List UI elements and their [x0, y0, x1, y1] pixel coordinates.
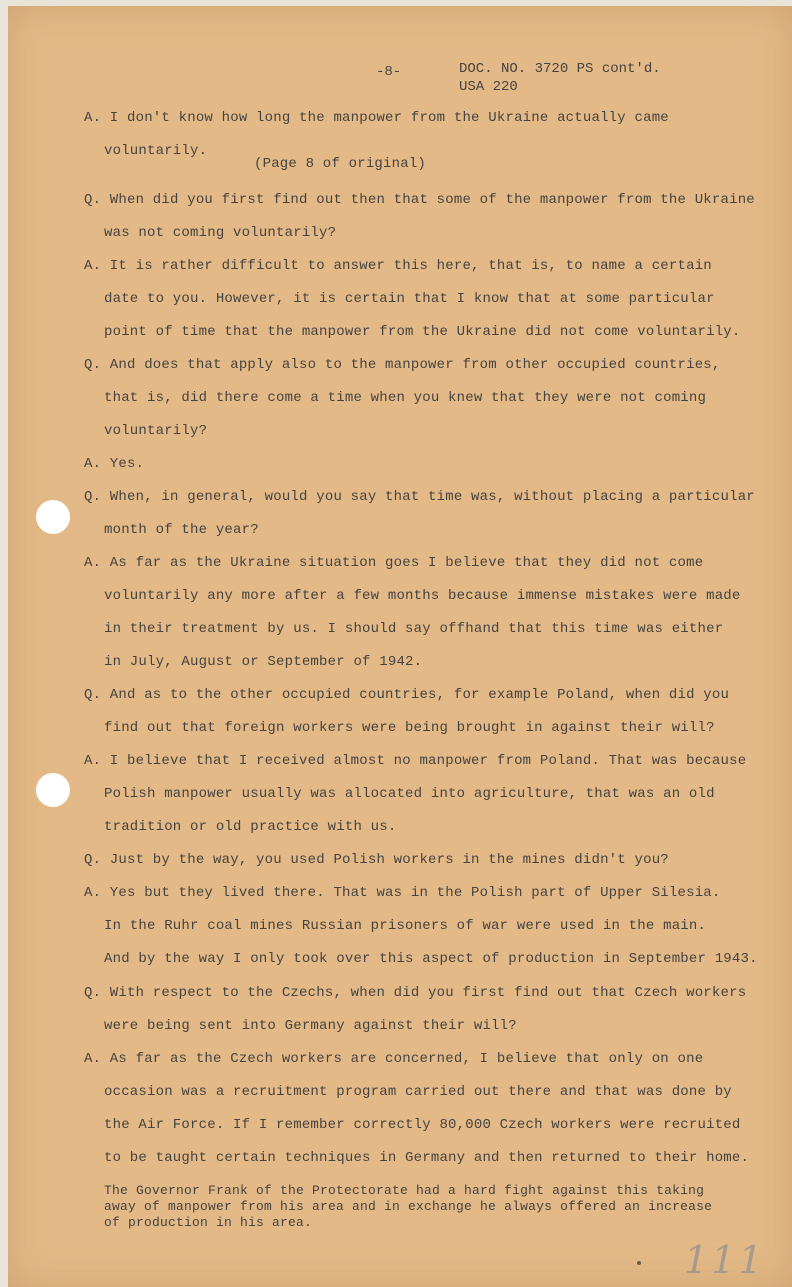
punch-hole-top	[36, 500, 70, 534]
text-line: Q. Just by the way, you used Polish workers in the mines didn't you?	[84, 852, 669, 868]
text-line: Polish manpower usually was allocated into agriculture, that was an old	[104, 786, 715, 802]
text-line: date to you. However, it is certain that I know that at some particular	[104, 291, 715, 307]
handwritten-page-number: 111	[684, 1238, 766, 1282]
text-line: voluntarily?	[104, 423, 208, 439]
text-line: tradition or old practice with us.	[104, 819, 397, 835]
text-line: A. It is rather difficult to answer this here, that is, to name a certain	[84, 258, 712, 274]
document-reference	[459, 60, 661, 96]
text-line: away of manpower from his area and in exchange he always offered an increase	[104, 1199, 713, 1214]
text-line: Q. And as to the other occupied countries, for example Poland, when did you	[84, 687, 730, 703]
punch-hole-bottom	[36, 773, 70, 807]
text-line: in their treatment by us. I should say offhand that this time was either	[104, 621, 724, 637]
text-line: were being sent into Germany against their will?	[104, 1018, 517, 1034]
text-line: that is, did there come a time when you knew that they were not coming	[104, 390, 707, 406]
text-line: Q. With respect to the Czechs, when did you first find out that Czech workers	[84, 985, 747, 1001]
text-line: In the Ruhr coal mines Russian prisoners of war were used in the main.	[104, 918, 707, 934]
text-line: the Air Force. If I remember correctly 80,000 Czech workers were recruited	[104, 1117, 741, 1133]
text-line: month of the year?	[104, 522, 259, 538]
text-line: to be taught certain techniques in Germany and then returned to their home.	[104, 1150, 750, 1166]
text-line: point of time that the manpower from the Ukraine did not come voluntarily.	[104, 324, 741, 340]
text-line: Q. When did you first find out then that some of the manpower from the Ukraine	[84, 192, 755, 208]
text-line: And by the way I only took over this aspect of production in September 1943.	[104, 951, 758, 967]
exhibit-number: USA 220	[459, 79, 518, 95]
doc-number: DOC. NO. 3720 PS cont'd.	[459, 61, 661, 77]
text-line: voluntarily.	[104, 143, 208, 159]
text-line: Q. When, in general, would you say that time was, without placing a particular	[84, 489, 755, 505]
text-line: A. As far as the Czech workers are concerned, I believe that only on one	[84, 1051, 704, 1067]
ink-dot	[637, 1261, 641, 1265]
text-line: (Page 8 of original)	[254, 156, 427, 172]
text-line: of production in his area.	[104, 1215, 313, 1230]
document-page	[8, 6, 792, 1287]
text-line: A. Yes.	[84, 456, 145, 472]
text-line: occasion was a recruitment program carried out there and that was done by	[104, 1084, 732, 1100]
text-line: voluntarily any more after a few months because immense mistakes were made	[104, 588, 741, 604]
text-line: A. I don't know how long the manpower from the Ukraine actually came	[84, 110, 669, 126]
text-line: was not coming voluntarily?	[104, 225, 337, 241]
text-line: A. Yes but they lived there. That was in the Polish part of Upper Silesia.	[84, 885, 721, 901]
text-line: in July, August or September of 1942.	[104, 654, 423, 670]
text-line: Q. And does that apply also to the manpower from other occupied countries,	[84, 357, 721, 373]
page-number: -8-	[376, 64, 402, 80]
text-line: A. As far as the Ukraine situation goes I believe that they did not come	[84, 555, 704, 571]
text-line: The Governor Frank of the Protectorate had a hard fight against this taking	[104, 1183, 705, 1198]
text-line: A. I believe that I received almost no manpower from Poland. That was because	[84, 753, 747, 769]
text-line: find out that foreign workers were being brought in against their will?	[104, 720, 715, 736]
